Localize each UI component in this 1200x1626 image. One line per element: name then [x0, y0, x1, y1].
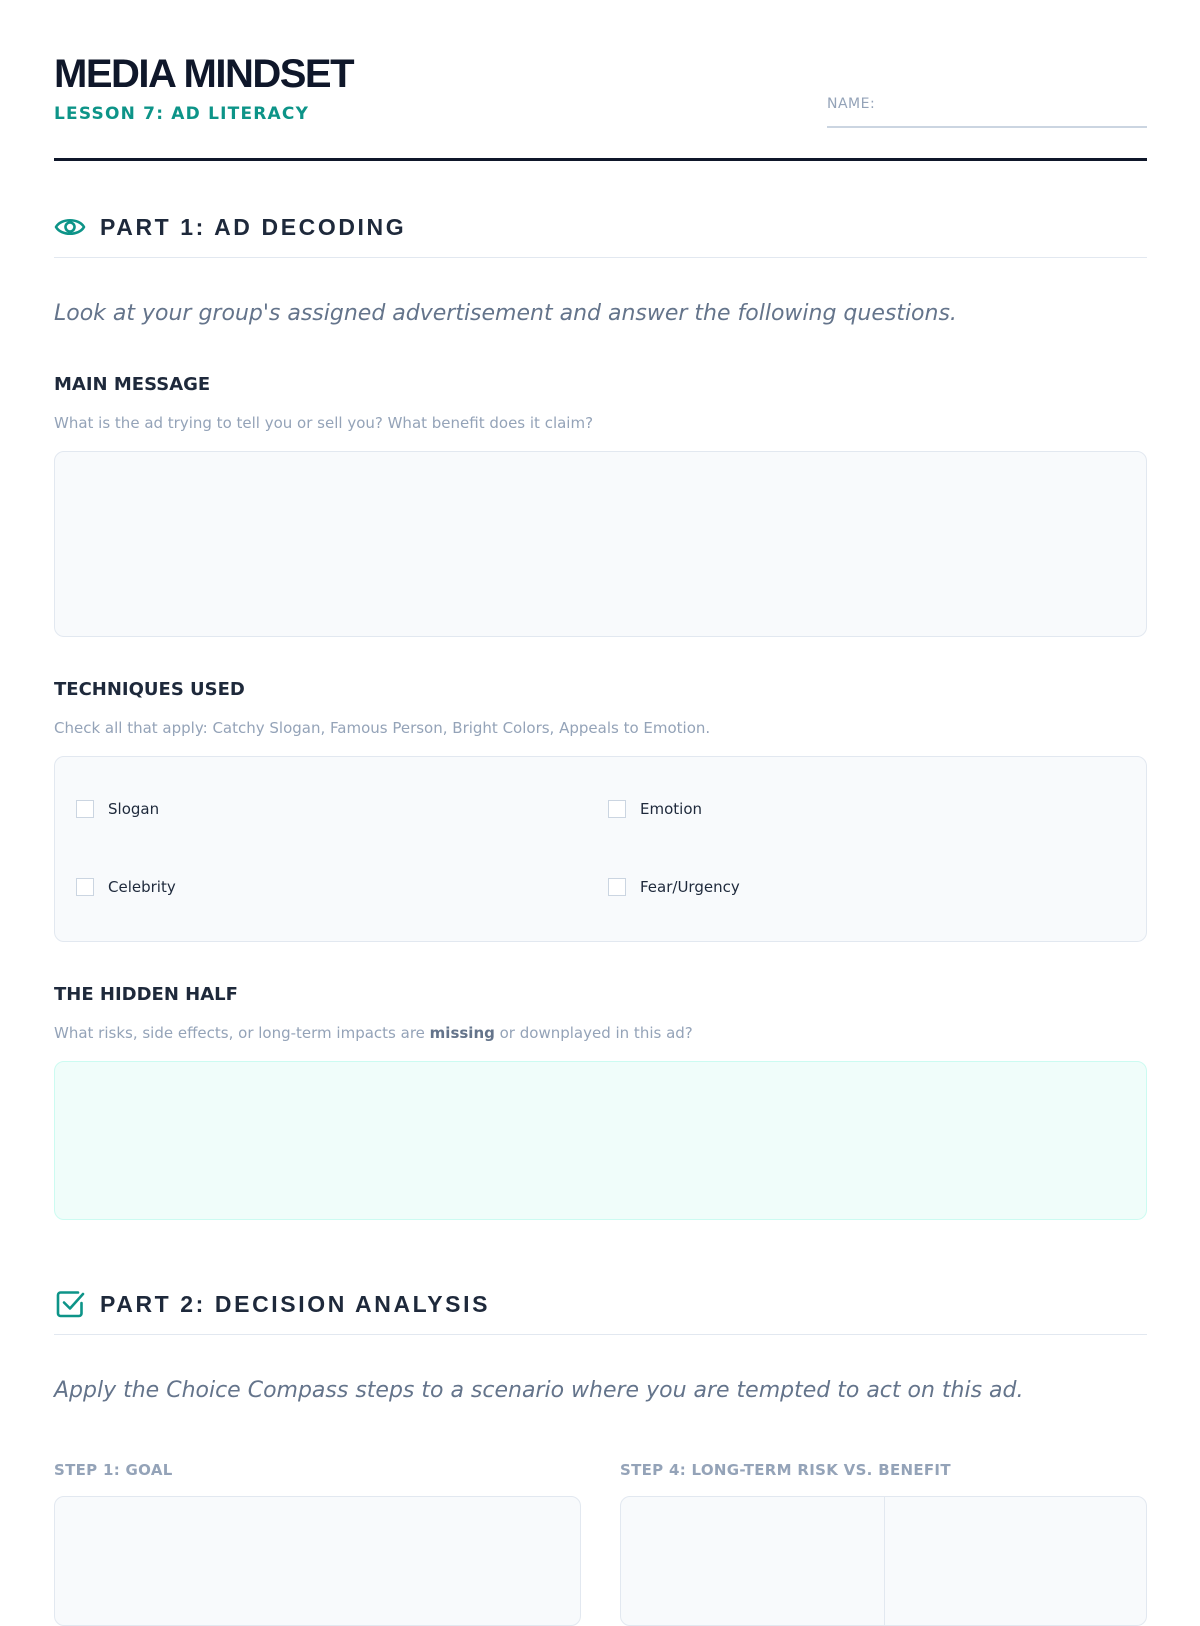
worksheet-page	[54, 0, 1147, 1479]
main-message-label: MAIN MESSAGE	[54, 374, 211, 395]
step4-label: STEP 4: LONG-TERM RISK VS. BENEFIT	[620, 1461, 951, 1479]
checkbox[interactable]	[608, 878, 626, 896]
hidden-half-hint-emphasis: missing	[429, 1024, 495, 1042]
part1-header	[54, 197, 1147, 258]
checkbox[interactable]	[608, 800, 626, 818]
checkbox-icon	[54, 1288, 86, 1320]
technique-option-label: Emotion	[640, 800, 702, 818]
hidden-half-hint-text-end: or downplayed in this ad?	[494, 1024, 693, 1042]
techniques-hint: Check all that apply: Catchy Slogan, Famous Person, Bright Colors, Appeals to Emotion.	[54, 719, 711, 737]
name-label: NAME:	[827, 96, 876, 112]
hidden-half-answer-box[interactable]	[54, 1061, 1147, 1220]
main-message-hint: What is the ad trying to tell you or sell you? What benefit does it claim?	[54, 414, 594, 432]
techniques-label: TECHNIQUES USED	[54, 679, 245, 700]
part2-header	[54, 1274, 1147, 1335]
part2-intro: Apply the Choice Compass steps to a scenario where you are tempted to act on this ad.	[54, 1378, 1024, 1403]
technique-option-slogan[interactable]	[76, 800, 159, 818]
checkbox[interactable]	[76, 800, 94, 818]
page-title: MEDIA MINDSET	[54, 52, 354, 96]
techniques-checklist	[54, 756, 1147, 942]
step4-answer-box[interactable]	[620, 1496, 1147, 1626]
worksheet-header	[54, 0, 1147, 161]
lesson-subtitle: LESSON 7: AD LITERACY	[54, 104, 310, 124]
hidden-half-hint-text: What risks, side effects, or long-term impacts are	[54, 1024, 430, 1042]
technique-option-celebrity[interactable]	[76, 878, 176, 896]
technique-option-emotion[interactable]	[608, 800, 702, 818]
technique-option-fear-urgency[interactable]	[608, 878, 740, 896]
checkbox[interactable]	[76, 878, 94, 896]
technique-option-label: Slogan	[108, 800, 160, 818]
hidden-half-label: THE HIDDEN HALF	[54, 984, 238, 1005]
part2-title: PART 2: DECISION ANALYSIS	[100, 1290, 491, 1317]
main-message-answer-box[interactable]	[54, 451, 1147, 637]
part1-title: PART 1: AD DECODING	[100, 213, 407, 240]
step4-column-divider	[884, 1497, 885, 1625]
step1-answer-box[interactable]	[54, 1496, 581, 1626]
name-field[interactable]	[827, 92, 1147, 128]
technique-option-label: Fear/Urgency	[640, 878, 740, 896]
part1-intro: Look at your group's assigned advertisement and answer the following questions.	[54, 301, 957, 326]
hidden-half-hint	[54, 1023, 693, 1043]
technique-option-label: Celebrity	[108, 878, 176, 896]
eye-icon	[54, 211, 86, 243]
step1-label: STEP 1: GOAL	[54, 1461, 173, 1479]
